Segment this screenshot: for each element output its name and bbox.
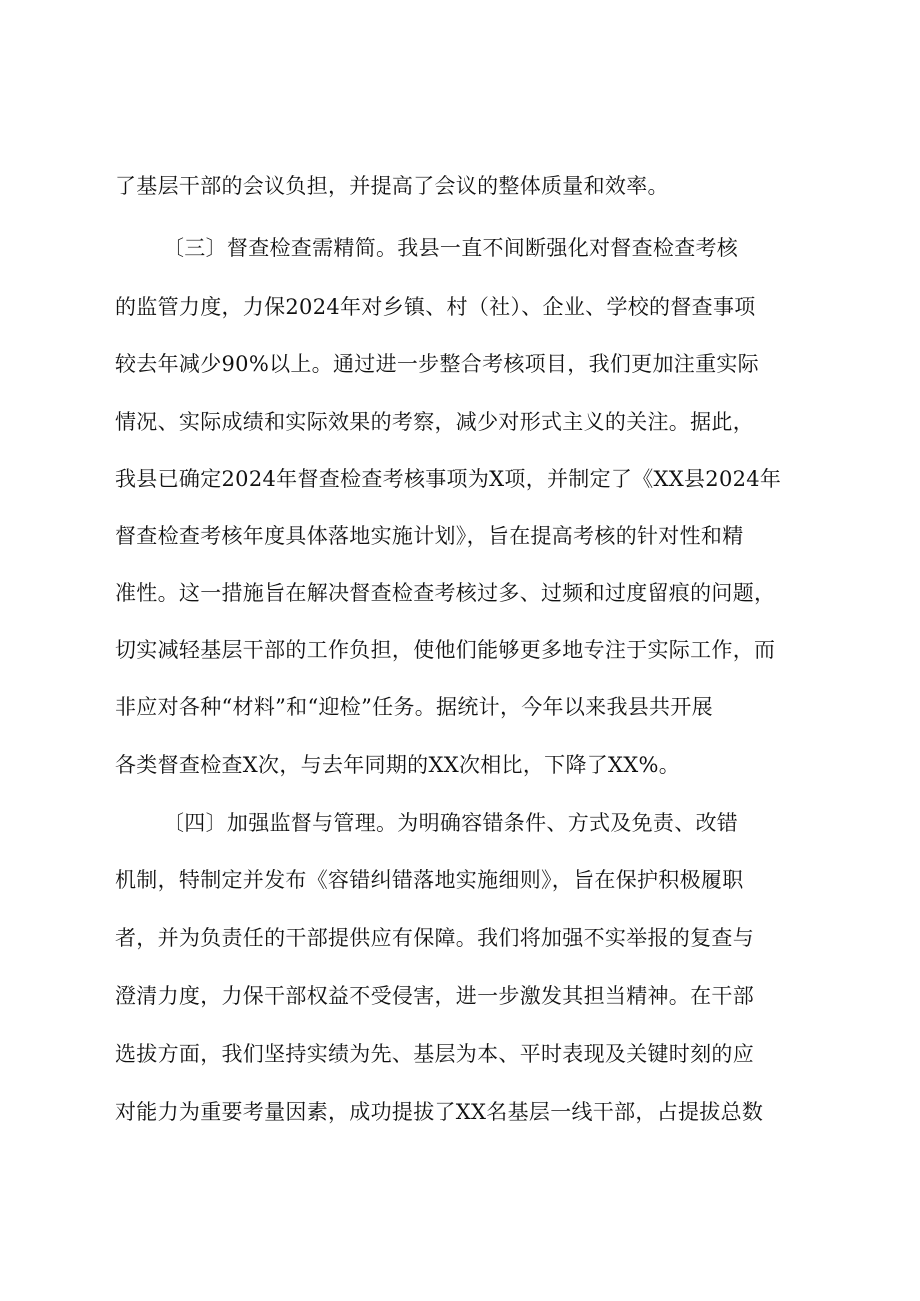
section-heading-line: 〔三〕督查检查需精简。我县一直不间断强化对督查检查考核: [163, 236, 739, 260]
paragraph-line: 准性。这一措施旨在解决督查检查考核过多、过频和过度留痕的问题，: [115, 581, 776, 605]
paragraph-line: 对能力为重要考量因素，成功提拔了XX名基层一线干部，占提拔总数: [115, 1100, 764, 1124]
paragraph-line: 督查检查考核年度具体落地实施计划》，旨在提高考核的针对性和精: [115, 524, 744, 548]
paragraph-line: 较去年减少90%以上。通过进一步整合考核项目，我们更加注重实际: [115, 352, 759, 376]
paragraph-line: 情况、实际成绩和实际效果的考察，减少对形式主义的关注。据此，: [115, 410, 754, 434]
paragraph-line: 非应对各种“材料”和“迎检”任务。据统计，今年以来我县共开展: [115, 695, 713, 719]
paragraph-line: 者，并为负责任的干部提供应有保障。我们将加强不实举报的复查与: [115, 926, 754, 950]
paragraph-line: 选拔方面，我们坚持实绩为先、基层为本、平时表现及关键时刻的应: [115, 1042, 754, 1066]
paragraph-line: 各类督查检查X次，与去年同期的XX次相比，下降了XX%。: [115, 753, 681, 777]
paragraph-line: 澄清力度，力保干部权益不受侵害，进一步激发其担当精神。在干部: [115, 984, 754, 1008]
paragraph-line: 我县已确定2024年督查检查考核事项为X项，并制定了《XX县2024年: [115, 467, 782, 491]
paragraph-line: 了基层干部的会议负担，并提高了会议的整体质量和效率。: [115, 174, 669, 198]
paragraph-line: 的监管力度，力保2024年对乡镇、村（社）、企业、学校的督查事项: [115, 295, 756, 319]
section-heading-line: 〔四〕加强监督与管理。为明确容错条件、方式及免责、改错: [163, 811, 739, 835]
paragraph-line: 切实减轻基层干部的工作负担，使他们能够更多地专注于实际工作，而: [115, 638, 776, 662]
paragraph-line: 机制，特制定并发布《容错纠错落地实施细则》，旨在保护积极履职: [115, 868, 744, 892]
